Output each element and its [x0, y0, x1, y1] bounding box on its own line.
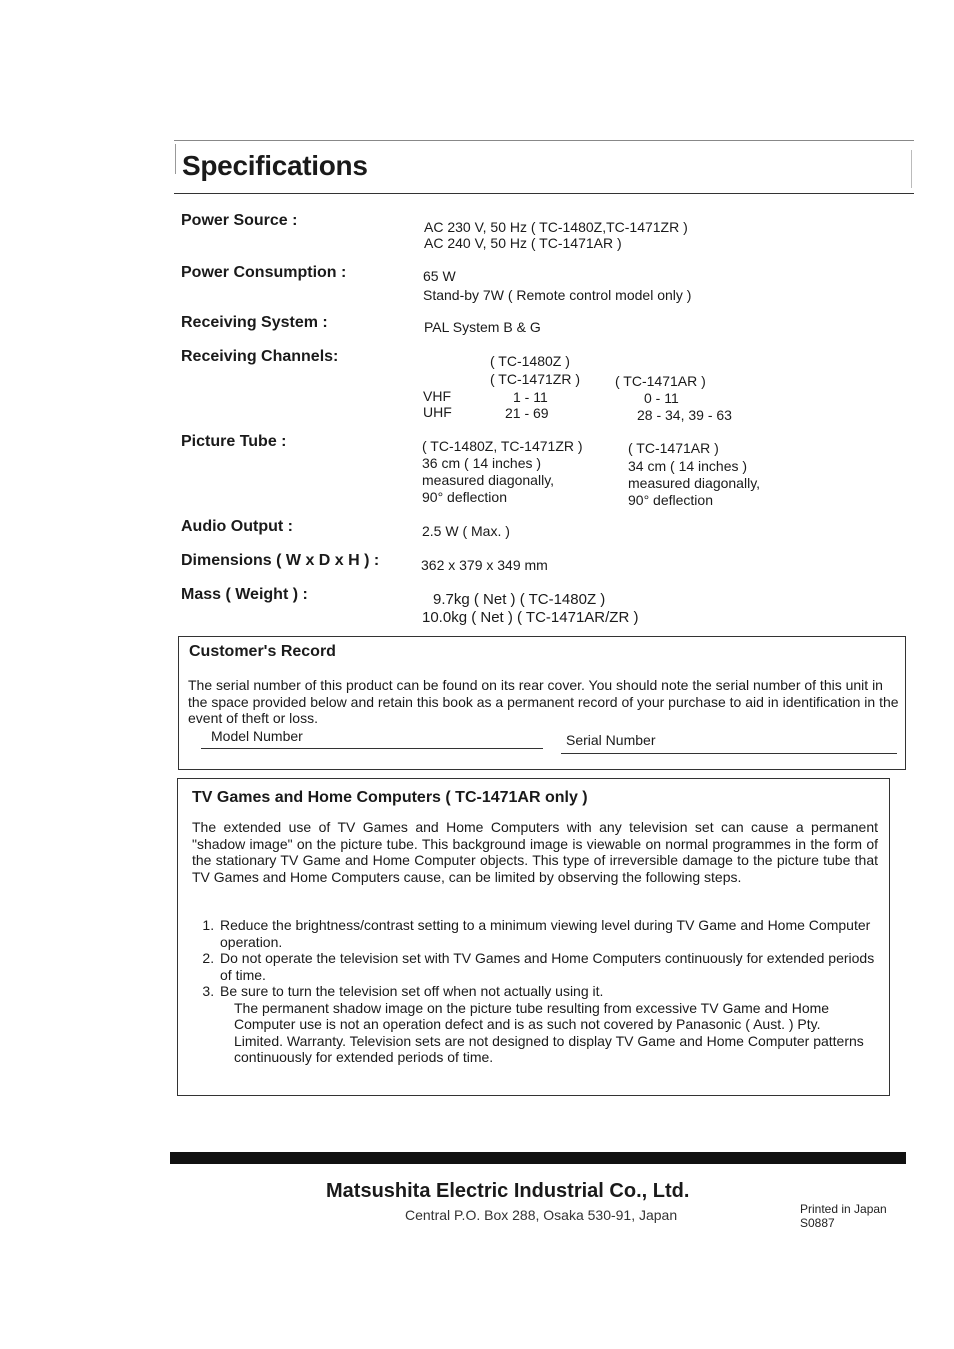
mass-line-2: 10.0kg ( Net ) ( TC-1471AR/ZR ) — [422, 609, 639, 626]
title-rule-right — [911, 150, 912, 188]
picture-tube-a-line-3: measured diagonally, — [422, 472, 555, 488]
vhf-label: VHF — [423, 388, 451, 404]
customer-record-title: Customer's Record — [189, 643, 336, 660]
company-name: Matsushita Electric Industrial Co., Ltd. — [326, 1180, 690, 1202]
picture-tube-b-line-3: measured diagonally, — [628, 475, 761, 491]
receiving-system-value: PAL System B & G — [424, 319, 541, 335]
title-rule-bottom — [174, 193, 914, 194]
serial-number-label: Serial Number — [566, 732, 656, 748]
channels-model-tc1471ar: ( TC-1471AR ) — [615, 373, 706, 389]
vhf-range-a: 1 - 11 — [513, 389, 548, 405]
receiving-channels-label: Receiving Channels: — [181, 348, 339, 365]
tv-games-step-2: 2. Do not operate the television set with TV Games and Home Computers continuously for extended periods of time. — [218, 950, 878, 983]
picture-tube-label: Picture Tube : — [181, 433, 287, 450]
footer-bar — [170, 1152, 906, 1164]
channels-model-tc1480z: ( TC-1480Z ) — [490, 353, 570, 369]
vhf-range-b: 0 - 11 — [644, 390, 679, 406]
company-address: Central P.O. Box 288, Osaka 530-91, Japan — [405, 1207, 678, 1223]
audio-output-value: 2.5 W ( Max. ) — [422, 523, 510, 539]
uhf-label: UHF — [423, 404, 452, 420]
tv-games-title: TV Games and Home Computers ( TC-1471AR only ) — [192, 789, 588, 806]
uhf-range-b: 28 - 34, 39 - 63 — [637, 407, 732, 423]
picture-tube-b-line-4: 90° deflection — [628, 492, 713, 508]
picture-tube-b-line-1: ( TC-1471AR ) — [628, 440, 719, 456]
tv-games-intro: The extended use of TV Games and Home Computers with any television set can cause a permanent "shadow image" on the picture tube. This background image is viewable on normal programmes in the form of the stationary TV Game and Home Computer objects. This type of irreversible damage to the picture tube that TV Games and Home Computers cause, can be limited by observing the following steps. — [192, 819, 878, 885]
printed-info — [800, 1202, 887, 1230]
power-consumption-label: Power Consumption : — [181, 264, 347, 281]
audio-output-label: Audio Output : — [181, 518, 293, 535]
uhf-range-a: 21 - 69 — [505, 405, 549, 421]
tv-games-steps — [178, 917, 878, 1000]
tv-games-note: The permanent shadow image on the picture tube resulting from excessive TV Game and Home Computer use is not an operation defect and is as such not covered by Panasonic ( Aust. ) Pty. Limited. Warranty. Television sets are not designed to display TV Game and Home Computer patterns continuously for extended periods of time. — [234, 999, 864, 1065]
tv-games-steps-block — [178, 917, 878, 1066]
model-number-label: Model Number — [211, 728, 303, 744]
customer-record-box — [178, 636, 906, 770]
customer-record-text: The serial number of this product can be found on its rear cover. You should note the serial number of this unit in the space provided below and retain this book as a permanent record of your purchase to aid in identification in the event of theft or loss. — [188, 677, 899, 726]
picture-tube-a-line-1: ( TC-1480Z, TC-1471ZR ) — [422, 438, 583, 454]
power-source-line-2: AC 240 V, 50 Hz ( TC-1471AR ) — [424, 235, 622, 251]
channels-model-tc1471zr: ( TC-1471ZR ) — [490, 371, 580, 387]
model-number-line — [201, 748, 543, 749]
receiving-system-label: Receiving System : — [181, 314, 328, 331]
serial-number-line — [561, 753, 897, 754]
dimensions-value: 362 x 379 x 349 mm — [421, 557, 548, 573]
power-consumption-line-1: 65 W — [423, 268, 456, 284]
dimensions-label: Dimensions ( W x D x H ) : — [181, 552, 380, 569]
tv-games-step-3: 3. Be sure to turn the television set off when not actually using it. — [218, 983, 878, 1000]
title-rule-left — [175, 144, 176, 174]
page-title: Specifications — [182, 150, 368, 181]
power-consumption-line-2: Stand-by 7W ( Remote control model only ) — [423, 287, 692, 303]
picture-tube-b-line-2: 34 cm ( 14 inches ) — [628, 458, 748, 474]
tv-games-box — [177, 778, 890, 1096]
picture-tube-a-line-2: 36 cm ( 14 inches ) — [422, 455, 542, 471]
power-source-label: Power Source : — [181, 212, 298, 229]
picture-tube-a-line-4: 90° deflection — [422, 489, 507, 505]
mass-label: Mass ( Weight ) : — [181, 586, 308, 603]
document-code: S0887 — [800, 1216, 835, 1230]
title-rule-top — [174, 140, 914, 141]
tv-games-step-1: 1. Reduce the brightness/contrast setting to a minimum viewing level during TV Game and Home Computer operation. — [218, 917, 878, 950]
mass-line-1: 9.7kg ( Net ) ( TC-1480Z ) — [433, 591, 606, 608]
printed-in-japan: Printed in Japan — [800, 1202, 887, 1216]
power-source-line-1: AC 230 V, 50 Hz ( TC-1480Z,TC-1471ZR ) — [424, 219, 688, 235]
